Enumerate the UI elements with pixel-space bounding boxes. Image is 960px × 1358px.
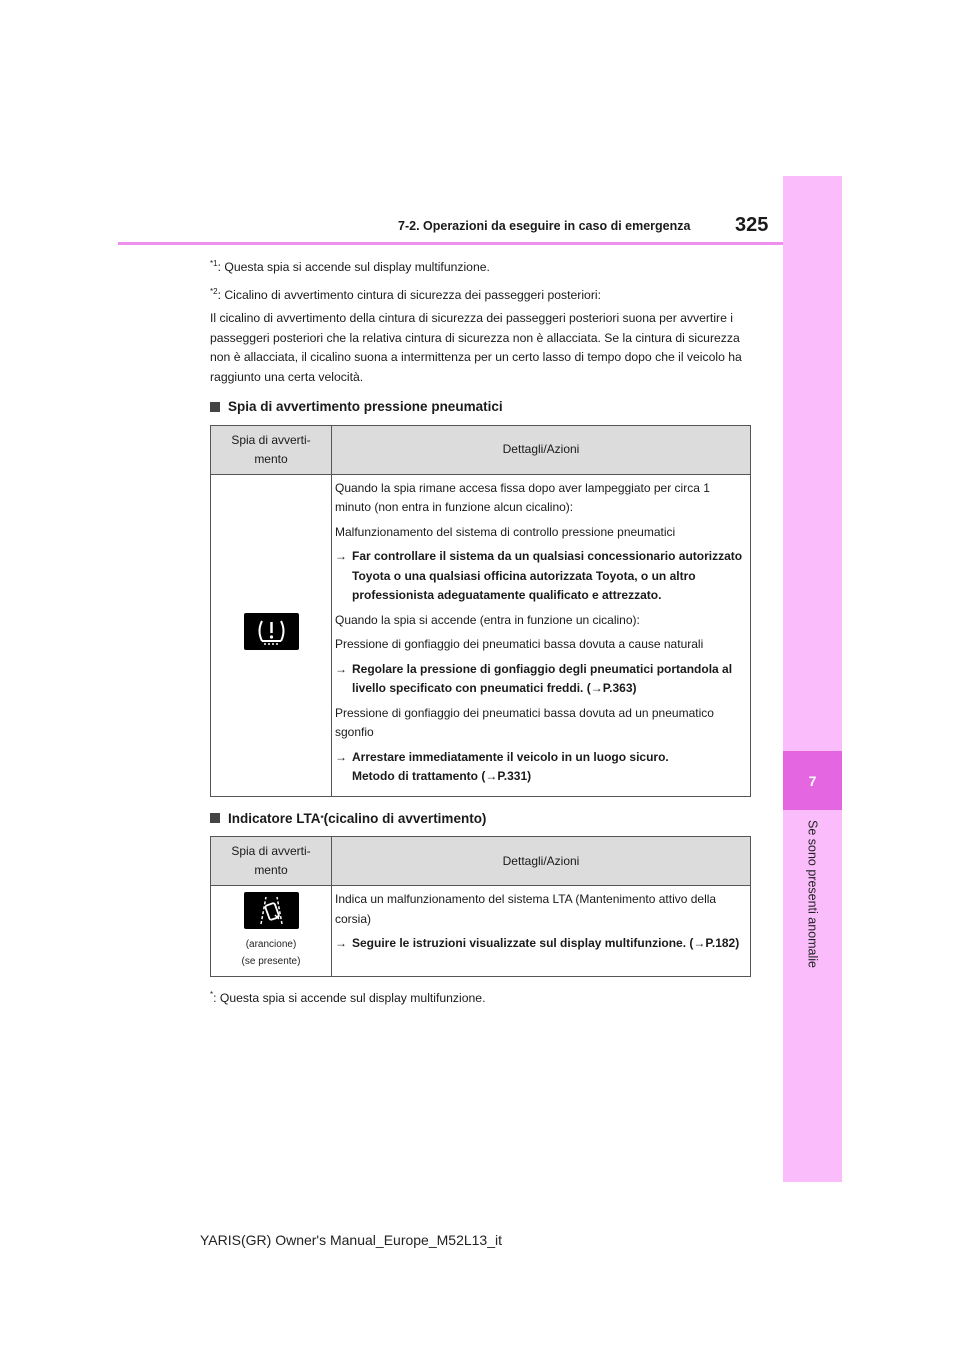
header-divider	[118, 242, 783, 245]
tire-pressure-warning-icon	[244, 613, 299, 650]
footnote-bottom: *: Questa spia si accende sul display multifunzione.	[210, 989, 486, 1005]
arrow-icon: →	[335, 661, 347, 676]
tire-pressure-details: Quando la spia rimane accesa fissa dopo aver lampeggiato per circa 1 minuto (non entra in funzione alcun cicalino): Malfunzionamento del sistema di controllo pressione pneumatici → Far controllare il sistema da un qualsiasi concessionario autorizzato Toyota o una qualsiasi officina autorizzata Toyota, o un altro professionista adeguatamente qualificato e attrezzato. Quando la spia si accende (entra in funzione un cicalino): Pressione di gonfiaggio dei pneumatici bassa dovuta a cause naturali → Regolare la pressione di gonfiaggio degli pneumatici portandola al livello specificato con pneumatici freddi. (→P.363) Pressione di gonfiaggio dei pneumatici bassa dovuta ad un pneumatico sgonfio → Arrestare immediatamente il veicolo in un luogo sicuro. Metodo di trattamento (→P.331)	[332, 474, 751, 796]
lta-table	[210, 836, 751, 977]
footnote-2: $^{*2}$: Cicalino di avvertimento cintura di sicurezza dei passeggeri posteriori:	[210, 286, 601, 302]
icon-note: (se presente)	[241, 955, 301, 967]
arrow-icon: →	[335, 936, 347, 951]
section-title-lta: Indicatore LTA * (cicalino di avvertimento)	[210, 809, 750, 829]
arrow-icon: →	[335, 749, 347, 764]
lta-warning-icon	[244, 892, 299, 929]
column-header-warning-light: Spia di avverti-mento	[211, 837, 332, 886]
section-header-title: 7-2. Operazioni da eseguire in caso di emergenza	[398, 219, 691, 233]
chapter-number: 7	[783, 751, 842, 810]
tire-pressure-table	[210, 425, 751, 797]
square-bullet-icon	[210, 813, 220, 823]
page-number: 325	[735, 214, 769, 236]
icon-color-label: (arancione)	[245, 938, 297, 950]
column-header-details: Dettagli/Azioni	[332, 837, 751, 886]
footer-text: YARIS(GR) Owner's Manual_Europe_M52L13_it	[200, 1232, 502, 1248]
body-paragraph: Il cicalino di avvertimento della cintura di sicurezza dei passeggeri posteriori suona per avvertire i passeggeri posteriori che la relativa cintura di sicurezza non è allacciata. Se la cintura di sicurezza non è allacciata, il cicalino suona a intermittenza per un certo lasso di tempo dopo che il veicolo ha raggiunto una certa velocità.	[210, 311, 742, 384]
column-header-details: Dettagli/Azioni	[332, 425, 751, 474]
section-title-tire-pressure: Spia di avvertimento pressione pneumatici	[210, 397, 750, 417]
footnote-1: $^{*1}$: Questa spia si accende sul display multifunzione.	[210, 259, 490, 275]
page-content	[210, 254, 750, 1012]
column-header-warning-light: Spia di avverti-mento	[211, 425, 332, 474]
lta-details: Indica un malfunzionamento del sistema LTA (Mantenimento attivo della corsia) → Seguire le istruzioni visualizzate sul display multifunzione. (→P.182)	[332, 886, 751, 977]
square-bullet-icon	[210, 402, 220, 412]
arrow-icon: →	[335, 549, 347, 564]
chapter-title: Se sono presenti anomalie	[805, 820, 820, 969]
